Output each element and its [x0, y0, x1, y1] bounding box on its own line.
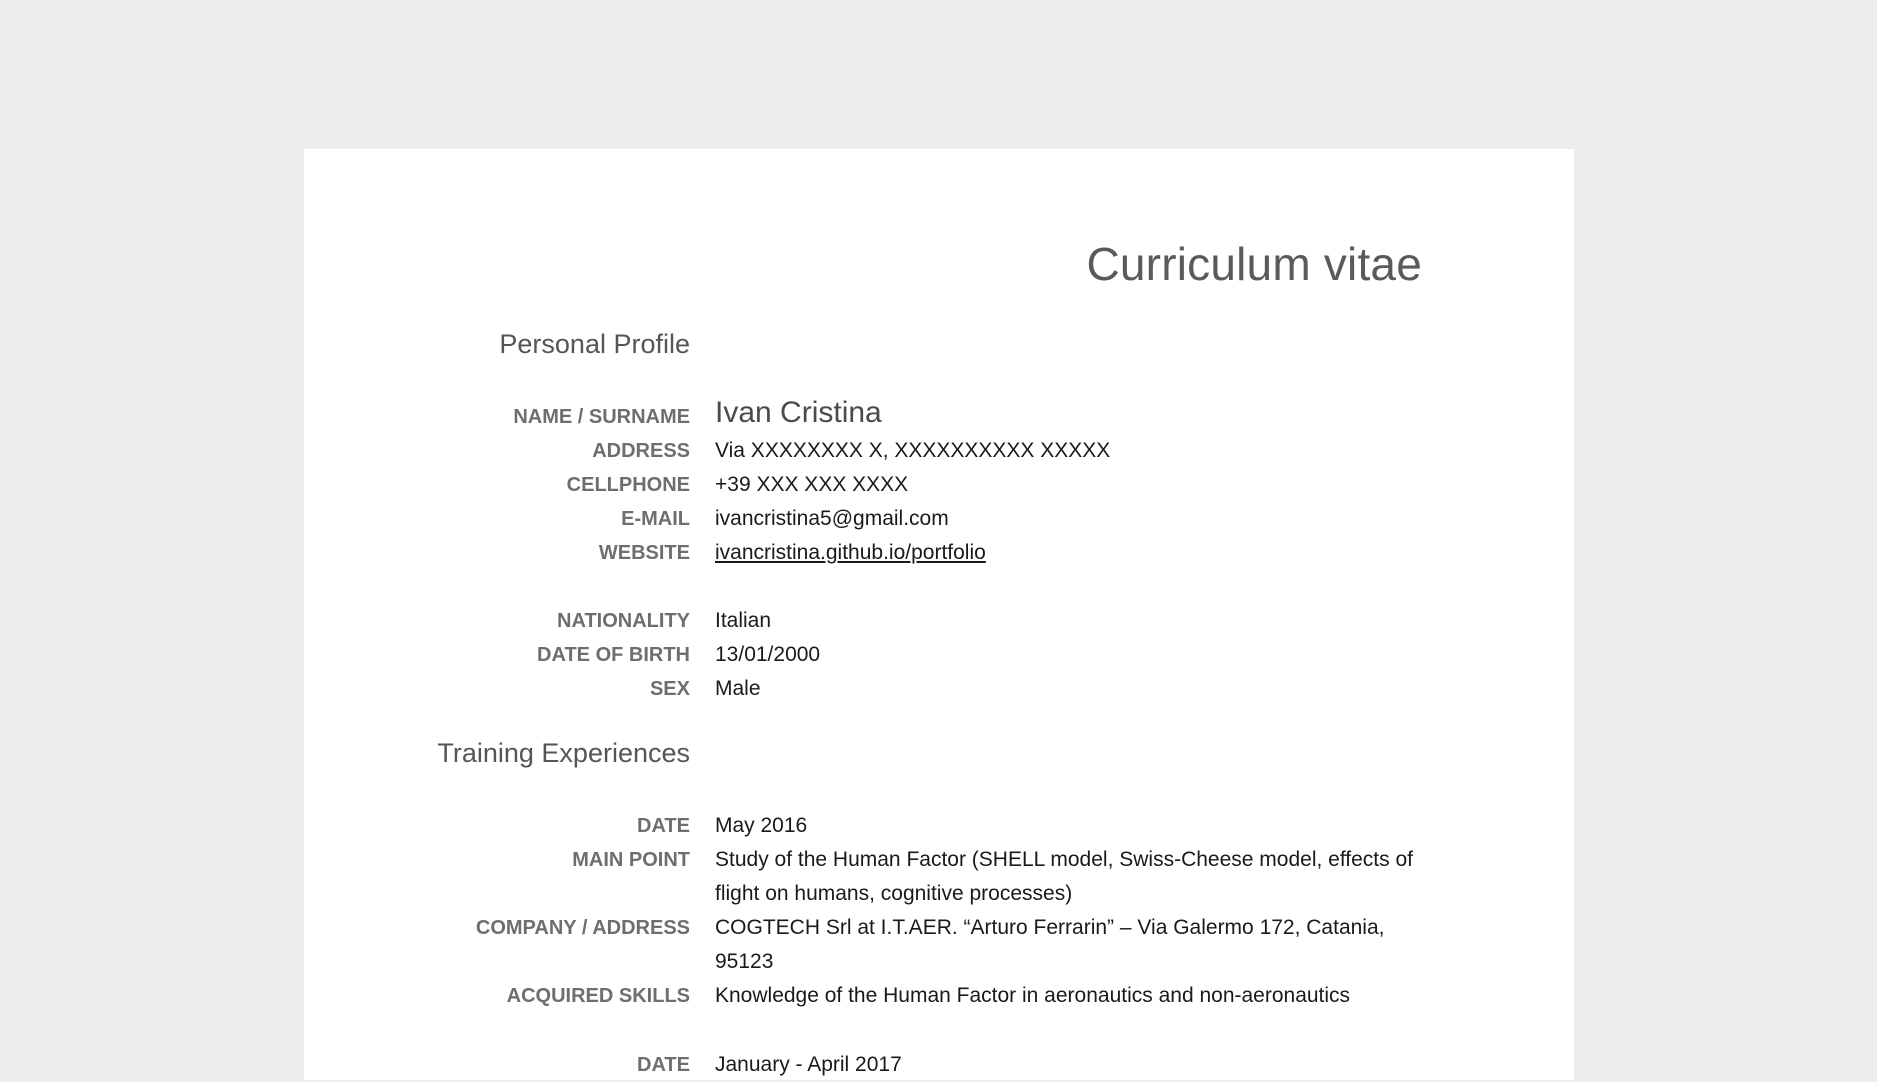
- company-address-value: COGTECH Srl at I.T.AER. “Arturo Ferrarin” – Via Galermo 172, Catania, 95123: [715, 916, 1385, 973]
- training-date-label: DATE: [637, 815, 690, 837]
- acquired-skills-label: ACQUIRED SKILLS: [506, 985, 690, 1007]
- sex-label: SEX: [649, 678, 690, 700]
- cellphone-value: +39 XXX XXX XXXX: [715, 473, 909, 496]
- nationality-value: Italian: [715, 609, 772, 632]
- sex-value: Male: [715, 677, 761, 700]
- email-value: ivancristina5@gmail.com: [715, 507, 949, 530]
- website-label: WEBSITE: [598, 542, 690, 564]
- document-title: Curriculum vitae: [1086, 238, 1422, 290]
- training-date-value: May 2016: [715, 814, 808, 837]
- training-date-value-2: January - April 2017: [715, 1053, 902, 1076]
- main-point-label: MAIN POINT: [572, 849, 690, 871]
- date-of-birth-value: 13/01/2000: [715, 643, 821, 666]
- date-of-birth-label: DATE OF BIRTH: [537, 644, 690, 666]
- company-address-label: COMPANY / ADDRESS: [475, 917, 690, 939]
- nationality-label: NATIONALITY: [557, 610, 690, 632]
- training-date-label-2: DATE: [637, 1054, 690, 1076]
- main-point-value: Study of the Human Factor (SHELL model, Swiss-Cheese model, effects of flight on humans, cognitive processes): [715, 848, 1413, 905]
- address-value: Via XXXXXXXX X, XXXXXXXXXX XXXXX: [715, 439, 1111, 462]
- cellphone-label: CELLPHONE: [566, 474, 690, 496]
- email-label: E-MAIL: [621, 508, 690, 530]
- acquired-skills-value: Knowledge of the Human Factor in aeronautics and non-aeronautics: [715, 984, 1351, 1007]
- name-label: NAME / SURNAME: [513, 406, 690, 428]
- website-value: [715, 536, 1445, 570]
- name-value: Ivan Cristina: [715, 396, 882, 429]
- address-label: ADDRESS: [592, 440, 690, 462]
- section-heading-personal-profile: Personal Profile: [499, 329, 690, 359]
- website-link[interactable]: ivancristina.github.io/portfolio: [715, 541, 986, 564]
- cv-page: [304, 149, 1574, 1080]
- section-heading-training-experiences: Training Experiences: [437, 738, 690, 768]
